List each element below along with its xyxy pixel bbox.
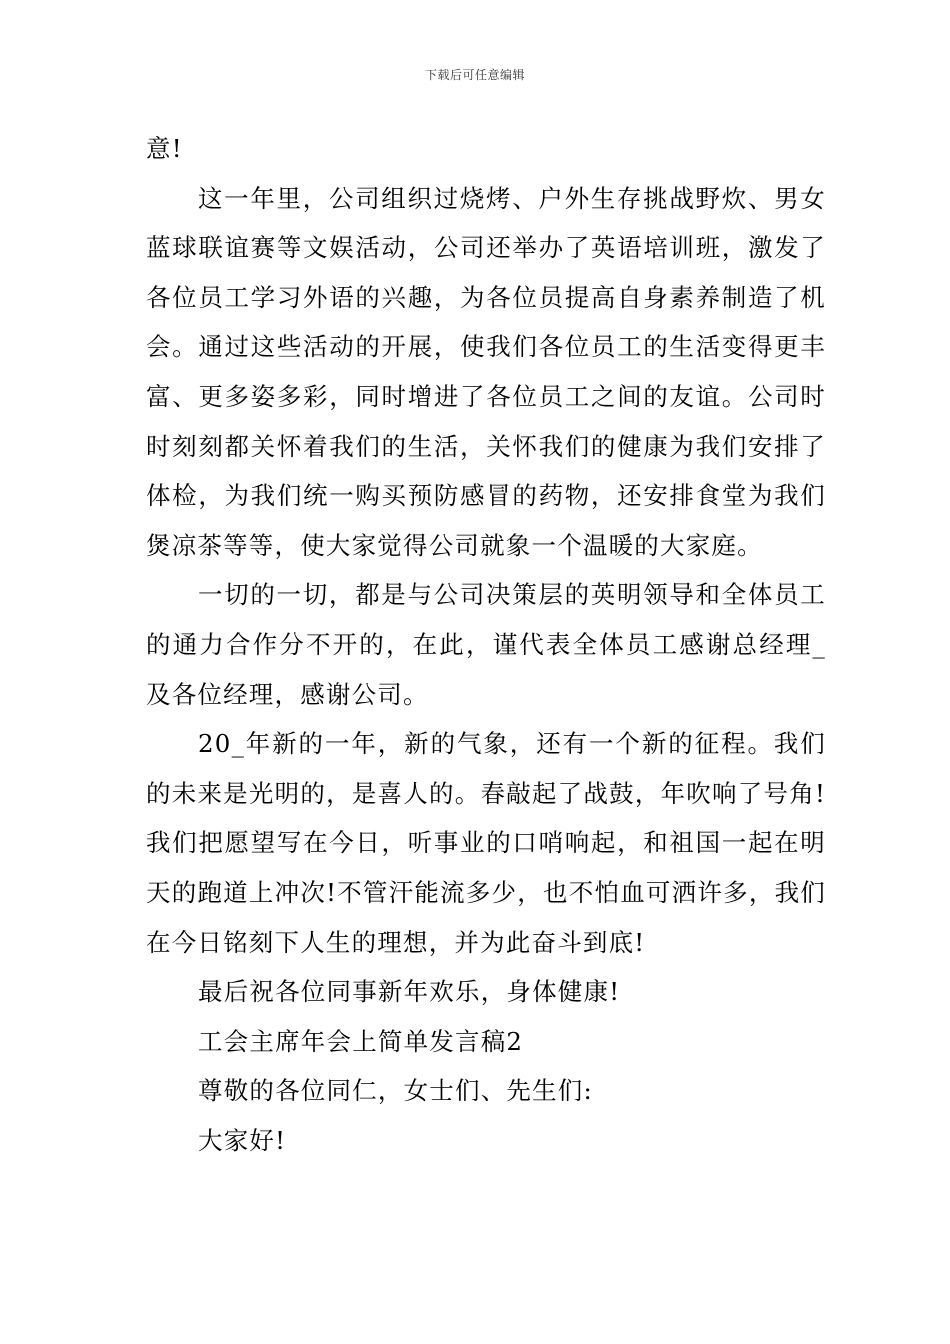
paragraph-wishes: 最后祝各位同事新年欢乐，身体健康! bbox=[198, 977, 621, 1007]
paragraph-salutation: 尊敬的各位同仁，女士们、先生们: bbox=[198, 1076, 593, 1106]
document-body bbox=[146, 124, 826, 1165]
paragraph-activities: 这一年里，公司组织过烧烤、户外生存挑战野炊、男女蓝球联谊赛等文娱活动，公司还举办了英语培训班，激发了各位员工学习外语的兴趣，为各位员提高自身素养制造了机会。通过这些活动的开展，使我们各位员工的生活变得更丰富、更多姿多彩，同时增进了各位员工之间的友谊。公司时时刻刻都关怀着我们的生活，关怀我们的健康为我们安排了体检，为我们统一购买预防感冒的药物，还安排食堂为我们煲凉茶等等，使大家觉得公司就象一个温暖的大家庭。 bbox=[146, 183, 826, 560]
section-title: 工会主席年会上简单发言稿2 bbox=[198, 1026, 524, 1056]
paragraph-thanks: 一切的一切，都是与公司决策层的英明领导和全体员工的通力合作分不开的，在此，谨代表全体员工感谢总经理_及各位经理，感谢公司。 bbox=[146, 580, 826, 709]
header-note: 下载后可任意编辑 bbox=[424, 68, 525, 82]
paragraph-new-year: 20_年新的一年，新的气象，还有一个新的征程。我们的未来是光明的，是喜人的。春敲起了战鼓，年吹响了号角!我们把愿望写在今日，听事业的口哨响起，和祖国一起在明天的跑道上冲次!不管汗能流多少，也不怕血可洒许多，我们在今日铭刻下人生的理想，并为此奋斗到底! bbox=[146, 729, 826, 957]
paragraph-greeting: 大家好! bbox=[198, 1125, 287, 1155]
paragraph-continuation: 意! bbox=[146, 134, 183, 163]
